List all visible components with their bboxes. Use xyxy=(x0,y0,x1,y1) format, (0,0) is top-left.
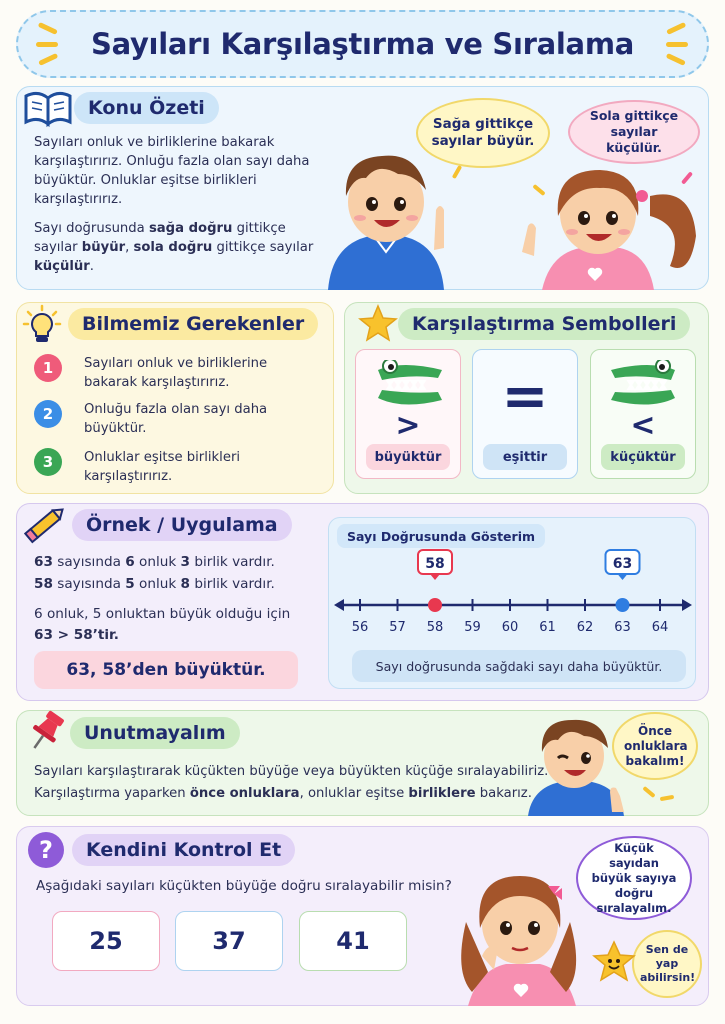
less-symbol: < xyxy=(630,408,656,443)
summary-text xyxy=(34,133,324,286)
tick-label: 61 xyxy=(539,620,556,635)
tick-label: 60 xyxy=(501,620,519,635)
marked-label-pointer xyxy=(430,574,440,580)
summary-para-1: Sayıları onluk ve birliklerine bakarak karşılaştırırız. Onluğu fazla olan sayı daha büyüktür. Onluklar eşitse birlikleri karşılaştırırız. xyxy=(34,135,310,207)
number-card-3[interactable]: 41 xyxy=(299,911,407,971)
know-item-text: Sayıları onluk ve birliklerine bakarak karşılaştırırız. xyxy=(84,356,268,390)
number-line-note: Sayı doğrusunda sağdaki sayı daha büyüktür. xyxy=(352,650,686,682)
page-title: Sayıları Karşılaştırma ve Sıralama xyxy=(90,27,635,61)
arrow-right-icon xyxy=(682,599,692,611)
example-line-2: 58 sayısında 5 onluk 8 birlik vardır. xyxy=(34,576,275,592)
lightbulb-icon xyxy=(22,304,62,346)
symbols-heading: Karşılaştırma Sembolleri xyxy=(398,308,690,340)
example-line-1: 63 sayısında 6 onluk 3 birlik vardır. xyxy=(34,554,275,570)
symbol-label: eşittir xyxy=(483,444,567,470)
know-item-text: Onluklar eşitse birlikleri karşılaştırırız. xyxy=(84,450,241,484)
symbol-card-greater xyxy=(355,349,461,479)
title-banner xyxy=(16,10,709,78)
remember-line-1: Sayıları karşılaştırarak küçükten büyüğe veya büyükten küçüğe sıralayabiliriz. xyxy=(34,764,549,779)
tick-label: 64 xyxy=(651,620,669,635)
marked-point xyxy=(428,598,442,612)
marked-label: 63 xyxy=(612,556,633,572)
arrow-left-icon xyxy=(334,599,344,611)
example-line-3: 6 onluk, 5 onluktan büyük olduğu için xyxy=(34,606,291,622)
summary-para-2: Sayı doğrusunda sağa doğru gittikçe sayılar büyür, sola doğru gittikçe sayılar küçülür. xyxy=(34,221,314,274)
tick-label: 58 xyxy=(426,620,444,635)
speech-bubble-boy: Sağa gittikçe sayılar büyür. xyxy=(416,98,550,168)
boy-character-icon xyxy=(322,140,462,290)
question-mark-icon xyxy=(26,830,66,870)
know-heading: Bilmemiz Gerekenler xyxy=(68,308,318,340)
remember-line-2: Karşılaştırma yaparken önce onluklara, onluklar eşitse birliklere bakarız. xyxy=(34,786,532,801)
star-icon xyxy=(358,304,398,342)
number-badge-1: 1 xyxy=(34,354,62,382)
number-line xyxy=(330,548,696,644)
number-card-1[interactable]: 25 xyxy=(52,911,160,971)
greater-symbol: > xyxy=(395,408,421,443)
check-question: Aşağıdaki sayıları küçükten büyüğe doğru sıralayabilir misin? xyxy=(36,878,452,894)
girl-character-icon xyxy=(520,156,700,290)
number-card-2[interactable]: 37 xyxy=(175,911,283,971)
marked-point xyxy=(616,598,630,612)
symbol-label: büyüktür xyxy=(366,444,450,470)
example-result: 63, 58’den büyüktür. xyxy=(34,651,298,689)
tick-label: 57 xyxy=(389,620,406,635)
symbol-card-less xyxy=(590,349,696,479)
pencil-icon xyxy=(24,504,68,544)
symbol-card-equal xyxy=(472,349,578,479)
example-line-4: 63 > 58’tir. xyxy=(34,627,119,643)
number-badge-3: 3 xyxy=(34,448,62,476)
summary-heading: Konu Özeti xyxy=(74,92,219,124)
know-item-text: Onluğu fazla olan sayı daha büyüktür. xyxy=(84,402,268,436)
symbol-label: küçüktür xyxy=(601,444,685,470)
smiling-star-icon xyxy=(592,940,636,982)
equal-symbol: = xyxy=(501,364,549,429)
tick-label: 56 xyxy=(351,620,369,635)
sun-rays-right-icon xyxy=(652,22,692,66)
pushpin-icon xyxy=(26,708,68,752)
tick-label: 63 xyxy=(614,620,631,635)
book-icon xyxy=(22,88,74,128)
know-item-2 xyxy=(34,400,294,438)
marked-label-pointer xyxy=(618,574,628,580)
speech-bubble-girl: Sola gittikçe sayılar küçülür. xyxy=(568,100,700,164)
check-heading: Kendini Kontrol Et xyxy=(72,834,295,866)
speech-bubble-remember: Önce onluklara bakalım! xyxy=(612,712,698,780)
sun-rays-left-icon xyxy=(34,22,74,66)
know-item-3 xyxy=(34,448,294,486)
speech-bubble-star: Sen de yap abilirsin! xyxy=(632,930,702,998)
tick-label: 62 xyxy=(576,620,594,635)
svg-text:?: ? xyxy=(39,836,53,864)
remember-heading: Unutmayalım xyxy=(70,717,240,749)
thinking-girl-icon xyxy=(448,852,588,1006)
number-line-title: Sayı Doğrusunda Gösterim xyxy=(337,524,545,548)
tick-label: 59 xyxy=(464,620,481,635)
speech-bubble-check: Küçük sayıdan büyük sayıya doğru sıralayalım. xyxy=(576,836,692,920)
crocodile-icon xyxy=(607,360,681,410)
know-item-1 xyxy=(34,354,294,392)
number-badge-2: 2 xyxy=(34,400,62,428)
marked-label: 58 xyxy=(425,556,445,572)
example-heading: Örnek / Uygulama xyxy=(72,509,292,541)
crocodile-icon xyxy=(372,360,446,410)
